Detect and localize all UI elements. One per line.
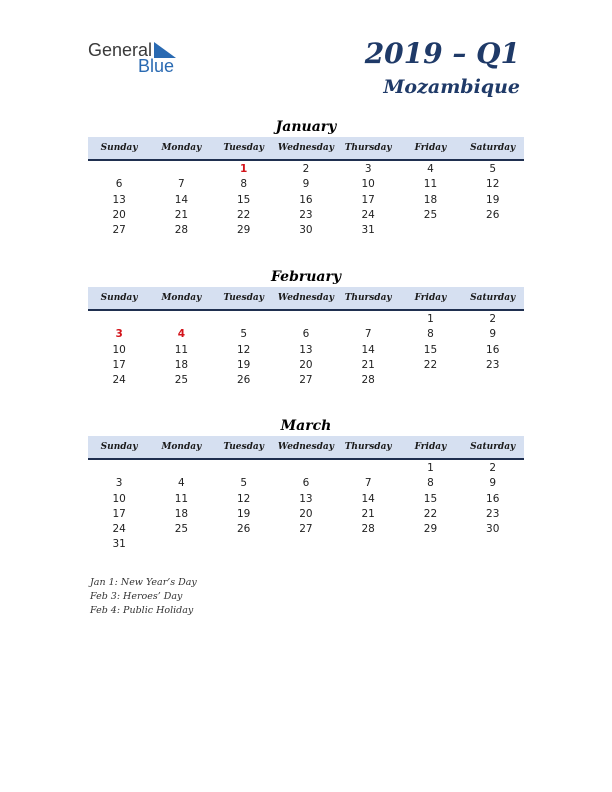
date-cell: 12 — [236, 492, 251, 505]
weekday-label: Friday — [414, 442, 447, 452]
date-cell: 27 — [299, 374, 313, 387]
date-cell: 13 — [112, 193, 126, 206]
week-row — [88, 208, 524, 223]
generalblue-logo — [88, 40, 188, 76]
date-cell: 8 — [240, 178, 247, 191]
month-name: January — [275, 119, 337, 135]
date-cell: 14 — [361, 343, 375, 356]
date-cell: 9 — [489, 477, 497, 490]
week-row — [88, 193, 524, 208]
date-cell — [337, 537, 399, 552]
weekday-label: Thursday — [344, 442, 392, 452]
date-cell: 17 — [361, 193, 375, 206]
date-cell — [462, 373, 524, 388]
weekday-label: Tuesday — [223, 143, 264, 153]
date-cell: 21 — [361, 507, 375, 520]
date-cell: 18 — [174, 507, 189, 520]
weekday-header-row — [88, 436, 524, 460]
week-row — [88, 461, 524, 476]
month-name: March — [280, 418, 332, 434]
weekday-header-row — [88, 137, 524, 161]
week-row — [88, 373, 524, 388]
date-cell: 12 — [486, 178, 500, 191]
date-cell: 3 — [115, 477, 123, 490]
weekday-label: Tuesday — [223, 442, 264, 452]
date-cell — [337, 312, 399, 327]
date-cell: 2 — [489, 313, 497, 325]
date-cell — [399, 537, 461, 552]
week-row — [88, 476, 524, 491]
date-cell: 2 — [489, 462, 497, 474]
date-cell: 22 — [236, 208, 251, 221]
date-cell: 3 — [364, 163, 372, 175]
date-cell: 14 — [361, 492, 375, 505]
weekday-label: Sunday — [100, 442, 138, 452]
weekday-label: Wednesday — [277, 143, 334, 153]
date-cell — [462, 537, 524, 552]
date-cell: 14 — [174, 193, 189, 206]
date-cell: 13 — [299, 492, 313, 505]
weekday-header-row — [88, 287, 524, 311]
date-cell: 29 — [423, 523, 438, 536]
date-cell — [213, 537, 275, 552]
weekday-label: Saturday — [470, 143, 516, 153]
week-row — [88, 312, 524, 327]
date-cell: 16 — [299, 193, 313, 206]
weekday-label: Monday — [161, 442, 202, 452]
week-row — [88, 358, 524, 373]
date-cell: 5 — [240, 328, 247, 341]
date-cell: 18 — [423, 193, 438, 206]
date-cell: 29 — [236, 224, 251, 237]
weekday-label: Saturday — [470, 442, 516, 452]
date-cell: 28 — [361, 523, 375, 536]
date-cell — [399, 223, 461, 238]
weekday-label: Monday — [161, 143, 202, 153]
date-cell: 23 — [486, 507, 500, 520]
date-cell: 18 — [174, 358, 189, 371]
week-row — [88, 327, 524, 342]
week-rows — [88, 162, 524, 238]
holiday-note: Feb 4: Public Holiday — [90, 605, 194, 616]
date-cell: 10 — [112, 343, 126, 356]
weekday-label: Tuesday — [223, 293, 264, 303]
date-cell: 21 — [174, 208, 189, 221]
date-cell — [150, 162, 212, 177]
weekday-label: Thursday — [344, 143, 392, 153]
week-row — [88, 492, 524, 507]
week-row — [88, 537, 524, 552]
date-cell: 26 — [236, 523, 251, 536]
date-cell: 19 — [236, 358, 251, 371]
date-cell: 16 — [486, 492, 500, 505]
date-cell: 7 — [364, 328, 372, 341]
date-cell: 9 — [302, 178, 310, 191]
date-cell: 15 — [236, 193, 251, 206]
date-cell — [275, 537, 337, 552]
logo-word-general: General — [88, 40, 153, 60]
holiday-note: Jan 1: New Year’s Day — [90, 577, 197, 588]
holiday-date-cell: 3 — [115, 328, 123, 341]
date-cell: 8 — [427, 477, 434, 490]
date-cell: 5 — [240, 477, 247, 490]
date-cell — [399, 373, 461, 388]
date-cell: 23 — [299, 208, 313, 221]
weekday-label: Saturday — [470, 293, 516, 303]
date-cell: 26 — [236, 374, 251, 387]
month-march — [88, 416, 524, 553]
date-cell: 8 — [427, 328, 434, 341]
date-cell: 21 — [361, 358, 375, 371]
weekday-label: Monday — [161, 293, 202, 303]
date-cell — [213, 461, 275, 476]
date-cell: 2 — [302, 163, 310, 175]
date-cell: 6 — [302, 328, 310, 341]
date-cell: 4 — [178, 477, 185, 490]
week-row — [88, 507, 524, 522]
date-cell: 19 — [236, 507, 251, 520]
date-cell: 31 — [112, 538, 126, 551]
date-cell: 31 — [361, 224, 375, 237]
date-cell: 25 — [423, 208, 438, 221]
date-cell: 20 — [299, 358, 313, 371]
date-cell: 22 — [423, 358, 438, 371]
date-cell — [462, 223, 524, 238]
date-cell: 24 — [112, 523, 126, 536]
date-cell: 20 — [299, 507, 313, 520]
date-cell — [88, 461, 150, 476]
date-cell: 11 — [423, 178, 438, 191]
date-cell: 9 — [489, 328, 497, 341]
holiday-date-cell: 4 — [177, 328, 186, 341]
date-cell: 10 — [361, 178, 375, 191]
date-cell: 17 — [112, 358, 126, 371]
week-rows — [88, 312, 524, 388]
date-cell: 25 — [174, 523, 189, 536]
week-row — [88, 223, 524, 238]
date-cell: 16 — [486, 343, 500, 356]
date-cell: 10 — [112, 492, 126, 505]
weekday-label: Friday — [414, 293, 447, 303]
week-row — [88, 162, 524, 177]
date-cell: 11 — [174, 343, 189, 356]
date-cell: 7 — [178, 178, 185, 191]
date-cell: 4 — [427, 163, 434, 175]
date-cell — [337, 461, 399, 476]
date-cell: 1 — [427, 462, 434, 474]
date-cell: 11 — [174, 492, 189, 505]
date-cell: 22 — [423, 507, 438, 520]
holiday-note: Feb 3: Heroes’ Day — [90, 591, 183, 602]
date-cell — [213, 312, 275, 327]
date-cell: 28 — [361, 374, 375, 387]
date-cell: 30 — [486, 523, 500, 536]
logo-word-blue: Blue — [138, 56, 175, 76]
date-cell: 24 — [112, 374, 126, 387]
holiday-date-cell: 1 — [240, 163, 248, 175]
page-header — [365, 36, 520, 100]
date-cell: 28 — [174, 224, 189, 237]
week-row — [88, 343, 524, 358]
month-name: February — [270, 269, 341, 285]
date-cell — [150, 537, 212, 552]
month-january — [88, 117, 524, 238]
date-cell: 15 — [423, 492, 438, 505]
country-title: Mozambique — [383, 76, 520, 98]
date-cell — [275, 461, 337, 476]
date-cell: 27 — [299, 523, 313, 536]
date-cell: 13 — [299, 343, 313, 356]
date-cell: 24 — [361, 208, 375, 221]
date-cell: 6 — [302, 477, 310, 490]
date-cell: 12 — [236, 343, 251, 356]
date-cell: 23 — [486, 358, 500, 371]
weekday-label: Sunday — [100, 293, 138, 303]
date-cell: 1 — [427, 313, 434, 325]
quarter-title: 2019 – Q1 — [364, 37, 520, 70]
date-cell: 17 — [112, 507, 126, 520]
date-cell — [150, 312, 212, 327]
weekday-label: Sunday — [100, 143, 138, 153]
date-cell — [88, 162, 150, 177]
date-cell: 26 — [486, 208, 500, 221]
weekday-label: Thursday — [344, 293, 392, 303]
date-cell: 15 — [423, 343, 438, 356]
week-rows — [88, 461, 524, 553]
date-cell — [150, 461, 212, 476]
date-cell: 6 — [115, 178, 123, 191]
date-cell: 20 — [112, 208, 126, 221]
weekday-label: Wednesday — [277, 293, 334, 303]
date-cell — [88, 312, 150, 327]
date-cell: 5 — [489, 163, 497, 175]
date-cell: 30 — [299, 224, 313, 237]
weekday-label: Friday — [414, 143, 447, 153]
date-cell: 25 — [174, 374, 189, 387]
date-cell: 7 — [364, 477, 372, 490]
week-row — [88, 177, 524, 192]
date-cell — [275, 312, 337, 327]
holiday-notes — [90, 576, 197, 618]
date-cell: 27 — [112, 224, 126, 237]
week-row — [88, 522, 524, 537]
date-cell: 19 — [486, 193, 500, 206]
month-february — [88, 267, 524, 388]
weekday-label: Wednesday — [277, 442, 334, 452]
